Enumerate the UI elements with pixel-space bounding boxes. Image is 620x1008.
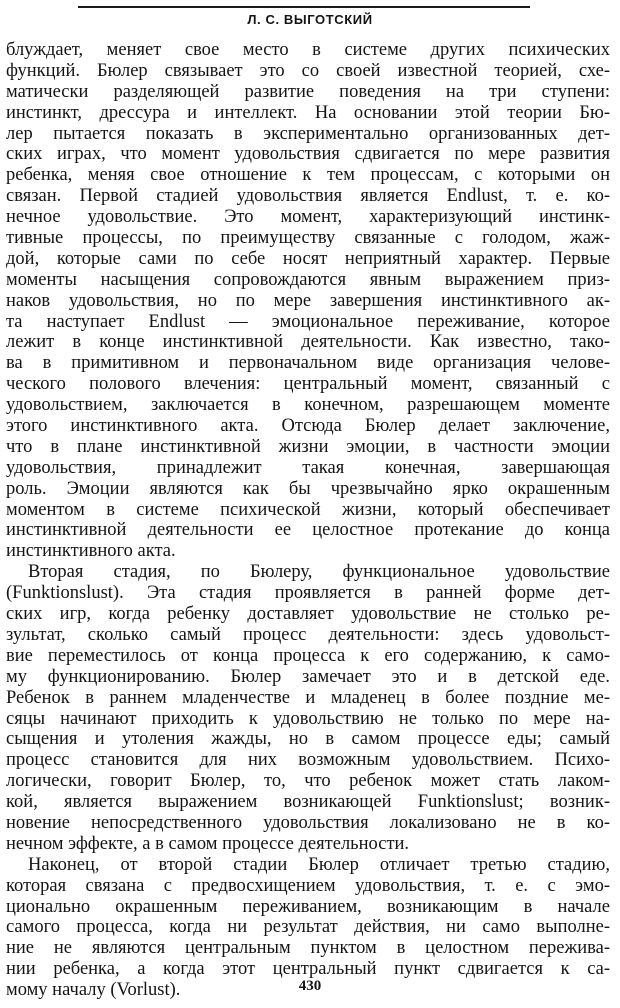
- text-line: ребенка, меняя свое отношение к тем процессам, с которыми он: [6, 165, 610, 186]
- text-line: вие переместилось от конца процесса к его содержанию, к само-: [6, 645, 610, 666]
- text-line: ционально окрашенным переживанием, возникающим в начале: [6, 896, 610, 917]
- text-line: удовольствия, принадлежит такая конечная, завершающая: [6, 457, 610, 478]
- text-line: зультат, сколько самый процесс деятельности: здесь удовольст-: [6, 624, 610, 645]
- text-line: лер пытается показать в экспериментально организованных дет-: [6, 123, 610, 144]
- text-line: кой, является выражением возникающей Funktionslust; возник-: [6, 792, 610, 813]
- text-line: сыщения и утоления жажды, но в самом процессе еды; самый: [6, 729, 610, 750]
- text-line: процесс становится для них возможным удовольствием. Психо-: [6, 750, 610, 771]
- text-line: блуждает, меняет свое место в системе других психических: [6, 40, 610, 60]
- text-line: нечное удовольствие. Это момент, характеризующий инстинк-: [6, 207, 610, 228]
- text-line: (Funktionslust). Эта стадия проявляется в ранней форме дет-: [6, 583, 610, 604]
- text-line: моменты насыщения сопровождаются явным выражением приз-: [6, 269, 610, 290]
- text-line: что в плане инстинктивной жизни эмоции, в частности эмоции: [6, 436, 610, 457]
- text-line: ских играх, что момент удовольствия сдвигается по мере развития: [6, 144, 610, 165]
- text-line: моментом в системе психической жизни, который обеспечивает: [6, 499, 610, 520]
- text-line: му функционированию. Бюлер замечает это и в детской еде.: [6, 666, 610, 687]
- text-line: самого процесса, когда ни результат действия, ни само выполне-: [6, 917, 610, 938]
- text-line: ских игр, когда ребенку доставляет удовольствие не столько ре-: [6, 604, 610, 625]
- text-line: та наступает Endlust — эмоциональное переживание, которое: [6, 311, 610, 332]
- body-text: [6, 40, 610, 1001]
- text-line: ва в примитивном и первоначальном виде организация челове-: [6, 353, 610, 374]
- text-line: нечном эффекте, а в самом процессе деятельности.: [6, 833, 410, 854]
- text-line: инстинктивной деятельности ее целостное протекание до конца: [6, 520, 610, 541]
- text-line: ческого полового влечения: центральный момент, связанный с: [6, 374, 610, 395]
- text-line: наков удовольствия, но по мере завершения инстинктивного ак-: [6, 290, 610, 311]
- text-line: тивные процессы, по преимуществу связанные с голодом, жаж-: [6, 228, 610, 249]
- text-line: дой, которые сами по себе носят неприятный характер. Первые: [6, 248, 610, 269]
- text-line: мому началу (Vorlust).: [6, 980, 181, 1001]
- text-line: сяцы начинают приходить к удовольствию не только по мере на-: [6, 708, 610, 729]
- text-line: роль. Эмоции являются как бы чрезвычайно ярко окрашенным: [6, 478, 610, 499]
- text-line: этого инстинктивного акта. Отсюда Бюлер делает заключение,: [6, 416, 610, 437]
- text-line: новение непосредственного удовольствия локализовано не в ко-: [6, 812, 610, 833]
- text-line: нии ребенка, а когда этот центральный пункт сдвигается к са-: [6, 959, 610, 980]
- paragraph: [6, 562, 610, 854]
- header-rule: [78, 6, 530, 8]
- running-head: Л. С. ВЫГОТСКИЙ: [247, 12, 373, 27]
- text-line: ние не являются центральным пунктом в целостном пережива-: [6, 938, 610, 959]
- text-line: Наконец, от второй стадии Бюлер отличает третью стадию,: [28, 854, 610, 875]
- text-line: инстинктивного акта.: [6, 541, 176, 562]
- text-line: удовольствием, заключается в конечном, разрешающем моменте: [6, 395, 610, 416]
- text-line: матически разделяющей развитие поведения на три ступени:: [6, 81, 610, 102]
- text-line: инстинкт, дрессура и интеллект. На основании этой теории Бю-: [6, 102, 610, 123]
- paragraph: [6, 40, 610, 562]
- text-line: логически, говорит Бюлер, то, что ребенок может стать лаком-: [6, 771, 610, 792]
- text-line: которая связана с предвосхищением удовольствия, т. е. с эмо-: [6, 875, 610, 896]
- page-number: 430: [298, 978, 322, 994]
- text-line: Вторая стадия, по Бюлеру, функциональное удовольствие: [28, 562, 610, 583]
- text-line: лежит в конце инстинктивной деятельности. Как известно, тако-: [6, 332, 610, 353]
- text-line: Ребенок в раннем младенчестве и младенец в более поздние ме-: [6, 687, 610, 708]
- text-line: связан. Первой стадией удовольствия является Endlust, т. е. ко-: [6, 186, 610, 207]
- text-line: функций. Бюлер связывает это со своей известной теорией, схе-: [6, 60, 610, 81]
